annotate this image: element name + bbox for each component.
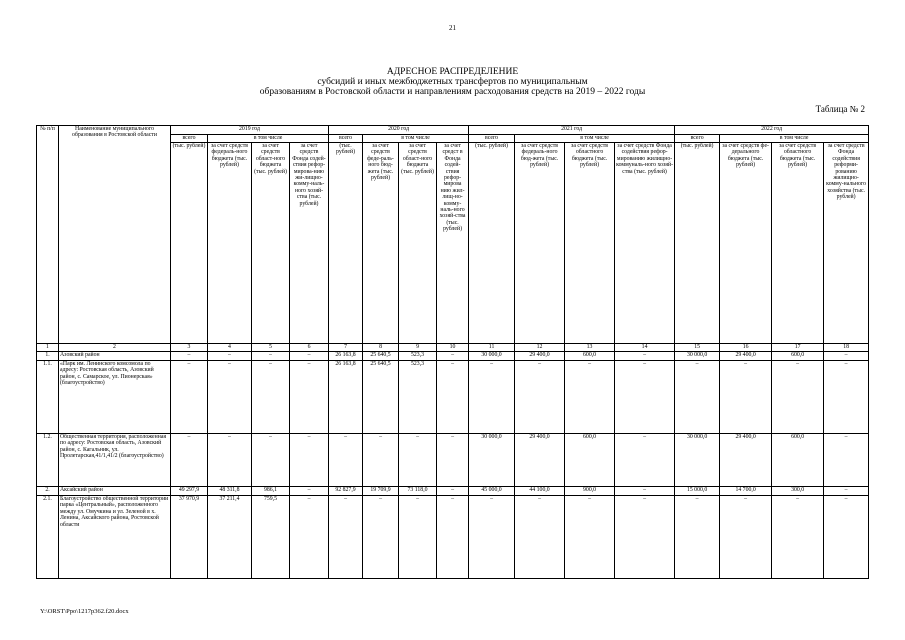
- cell-value: –: [252, 434, 290, 487]
- allocation-table: [36, 125, 869, 579]
- cell-value: –: [565, 361, 615, 434]
- cell-value: –: [615, 496, 675, 579]
- header-name: Наименование муниципального образования в Ростовской области: [59, 126, 171, 344]
- header-2021-regional: за счет средств областного бюджета (тыс. рублей): [565, 143, 615, 344]
- cell-value: –: [290, 361, 329, 434]
- header-including: в том числе: [720, 135, 869, 143]
- header-2019-regional: за счет средств област-ного бюджета (тыс. рублей): [252, 143, 290, 344]
- cell-value: –: [824, 434, 869, 487]
- cell-value: 26 163,8: [329, 361, 363, 434]
- header-including: в том числе: [515, 135, 675, 143]
- header-year-2021: 2021 год: [469, 126, 675, 135]
- cell-value: –: [290, 496, 329, 579]
- cell-value: 48 311,8: [208, 487, 252, 496]
- cell-value: 523,3: [399, 352, 437, 361]
- column-number: 12: [515, 344, 565, 352]
- cell-value: –: [824, 361, 869, 434]
- column-number: 4: [208, 344, 252, 352]
- header-year-2019: 2019 год: [171, 126, 329, 135]
- cell-value: –: [171, 361, 208, 434]
- header-2020-fund: за счет средст в Фонда содей-ствия рефор-мирова нию жил-лищ-но-комму-наль-ного хозяй-ства (тыс. рублей): [437, 143, 469, 344]
- cell-value: –: [469, 361, 515, 434]
- cell-value: 19 709,9: [363, 487, 399, 496]
- cell-value: –: [252, 352, 290, 361]
- column-number: 6: [290, 344, 329, 352]
- cell-value: 25 640,5: [363, 352, 399, 361]
- column-number: 17: [772, 344, 824, 352]
- cell-value: 44 100,0: [515, 487, 565, 496]
- cell-value: –: [208, 434, 252, 487]
- cell-value: 49 297,9: [171, 487, 208, 496]
- table-row: [37, 352, 869, 361]
- cell-value: –: [824, 496, 869, 579]
- page-number: 21: [449, 24, 456, 32]
- cell-value: –: [437, 361, 469, 434]
- cell-value: –: [515, 361, 565, 434]
- cell-value: 29 400,0: [515, 434, 565, 487]
- header-2022-fund: за счет средств Фонда содействия реформи-рованию жилищно-комму-нального хозяйства (тыс. рублей): [824, 143, 869, 344]
- row-name: Аксайский район: [59, 487, 171, 496]
- header-2019-federal: за счет средств федераль-ного бюджета (тыс. рублей): [208, 143, 252, 344]
- cell-value: –: [171, 434, 208, 487]
- cell-value: 600,0: [772, 434, 824, 487]
- cell-value: 29 400,0: [515, 352, 565, 361]
- row-name: Азовский район: [59, 352, 171, 361]
- document-title: [0, 67, 905, 97]
- cell-value: 37 970,9: [171, 496, 208, 579]
- header-total: всего: [675, 135, 720, 143]
- row-number: 1.1.: [37, 361, 59, 434]
- column-number: 2: [59, 344, 171, 352]
- cell-value: 29 400,0: [720, 352, 772, 361]
- row-name: Благоустройство общественной территории парка «Центральный», расположенного между ул. Омучкина и ул. Зеленой в х. Ленина, Аксайского района, Ростовской области: [59, 496, 171, 579]
- row-number: 2.1.: [37, 496, 59, 579]
- cell-value: 600,0: [772, 352, 824, 361]
- cell-value: –: [615, 487, 675, 496]
- cell-value: –: [469, 496, 515, 579]
- cell-value: 26 163,8: [329, 352, 363, 361]
- table-row: [37, 434, 869, 487]
- header-row-years: [37, 126, 869, 135]
- header-total: всего: [469, 135, 515, 143]
- header-2019-total-unit: (тыс. рублей): [171, 143, 208, 344]
- header-2021-federal: за счет средств федераль-ного бюд-жета (тыс. рублей): [515, 143, 565, 344]
- cell-value: –: [437, 434, 469, 487]
- document-path: Y:\ORST\Ppo\1217p362.f20.docx: [40, 608, 129, 615]
- cell-value: –: [615, 352, 675, 361]
- cell-value: 30 000,0: [469, 434, 515, 487]
- header-2020-federal: за счет средств феде-раль-ного бюд-жета (тыс. рублей): [363, 143, 399, 344]
- cell-value: –: [437, 352, 469, 361]
- cell-value: 15 000,0: [675, 487, 720, 496]
- cell-value: –: [675, 361, 720, 434]
- cell-value: –: [290, 487, 329, 496]
- header-2019-fund: за счет средств Фонда содей-ствия рефор-мирова-нию жи-лищно-комму-наль-ного хозяй-ства (тыс. рублей): [290, 143, 329, 344]
- column-number: 13: [565, 344, 615, 352]
- cell-value: 523,3: [399, 361, 437, 434]
- cell-value: –: [290, 434, 329, 487]
- header-2022-total-unit: (тыс. рублей): [675, 143, 720, 344]
- cell-value: –: [329, 496, 363, 579]
- cell-value: 30 000,0: [469, 352, 515, 361]
- column-number: 7: [329, 344, 363, 352]
- table-row: [37, 361, 869, 434]
- column-number: 9: [399, 344, 437, 352]
- cell-value: –: [252, 361, 290, 434]
- cell-value: –: [772, 361, 824, 434]
- cell-value: –: [675, 496, 720, 579]
- cell-value: –: [208, 361, 252, 434]
- row-name: Общественная территория, расположенная по адресу: Ростовская область, Азовский район, с. Кагальник, ул. Пролетарская,41/1,41/2 (благоустройство): [59, 434, 171, 487]
- cell-value: –: [615, 361, 675, 434]
- header-year-2020: 2020 год: [329, 126, 469, 135]
- column-number-row: [37, 344, 869, 352]
- cell-value: –: [437, 487, 469, 496]
- column-number: 18: [824, 344, 869, 352]
- cell-value: –: [515, 496, 565, 579]
- header-including: в том числе: [208, 135, 329, 143]
- cell-value: –: [720, 496, 772, 579]
- cell-value: –: [824, 352, 869, 361]
- cell-value: 600,0: [565, 434, 615, 487]
- cell-value: 25 640,5: [363, 361, 399, 434]
- header-2022-federal: за счет средств фе-дерального бюджета (тыс. рублей): [720, 143, 772, 344]
- title-line-1: АДРЕСНОЕ РАСПРЕДЕЛЕНИЕ: [386, 67, 519, 77]
- header-including: в том числе: [363, 135, 469, 143]
- header-2021-total-unit: (тыс. рублей): [469, 143, 515, 344]
- cell-value: –: [437, 496, 469, 579]
- column-number: 14: [615, 344, 675, 352]
- header-2020-regional: за счет средств област-ного бюджета (тыс. рублей): [399, 143, 437, 344]
- cell-value: 29 400,0: [720, 434, 772, 487]
- cell-value: 73 118,0: [399, 487, 437, 496]
- column-number: 10: [437, 344, 469, 352]
- header-2021-fund: за счет средств Фонда содействия рефор-мированию жилищно-коммуналь-ного хозяй-ства (тыс. рублей): [615, 143, 675, 344]
- cell-value: –: [772, 496, 824, 579]
- cell-value: 30 000,0: [675, 352, 720, 361]
- header-2020-total-unit: (тыс. рублей): [329, 143, 363, 344]
- cell-value: –: [565, 496, 615, 579]
- header-year-2022: 2022 год: [675, 126, 869, 135]
- table-row: [37, 487, 869, 496]
- header-2022-regional: за счет средств областного бюджета (тыс. рублей): [772, 143, 824, 344]
- cell-value: –: [290, 352, 329, 361]
- cell-value: –: [208, 352, 252, 361]
- cell-value: –: [329, 434, 363, 487]
- cell-value: 600,0: [565, 352, 615, 361]
- row-number: 1.2.: [37, 434, 59, 487]
- column-number: 8: [363, 344, 399, 352]
- title-line-3: образованиям в Ростовской области и направлениям расходования средств на 2019 – 2022 годы: [259, 87, 646, 97]
- cell-value: 30 000,0: [675, 434, 720, 487]
- column-number: 3: [171, 344, 208, 352]
- column-number: 15: [675, 344, 720, 352]
- title-line-2: субсидий и иных межбюджетных трансфертов по муниципальным: [317, 77, 588, 87]
- header-num: № п/п: [37, 126, 59, 344]
- row-name: «Парк им. Ленинского комсомола по адресу: Ростовская область, Азовский район, с. Самарское, ул. Пионерская» (благоустройство): [59, 361, 171, 434]
- column-number: 16: [720, 344, 772, 352]
- cell-value: 14 700,0: [720, 487, 772, 496]
- table-row: [37, 496, 869, 579]
- cell-value: –: [720, 361, 772, 434]
- header-total: всего: [329, 135, 363, 143]
- row-number: 2.: [37, 487, 59, 496]
- cell-value: –: [363, 434, 399, 487]
- cell-value: 37 211,4: [208, 496, 252, 579]
- cell-value: 900,0: [565, 487, 615, 496]
- cell-value: 300,0: [772, 487, 824, 496]
- column-number: 11: [469, 344, 515, 352]
- cell-value: –: [171, 352, 208, 361]
- cell-value: –: [399, 496, 437, 579]
- cell-value: –: [615, 434, 675, 487]
- cell-value: –: [363, 496, 399, 579]
- header-total: всего: [171, 135, 208, 143]
- column-number: 5: [252, 344, 290, 352]
- cell-value: 759,5: [252, 496, 290, 579]
- cell-value: 92 827,9: [329, 487, 363, 496]
- table-label: Таблица № 2: [815, 104, 865, 114]
- column-number: 1: [37, 344, 59, 352]
- cell-value: 45 000,0: [469, 487, 515, 496]
- cell-value: –: [824, 487, 869, 496]
- cell-value: 986,1: [252, 487, 290, 496]
- cell-value: –: [399, 434, 437, 487]
- row-number: 1.: [37, 352, 59, 361]
